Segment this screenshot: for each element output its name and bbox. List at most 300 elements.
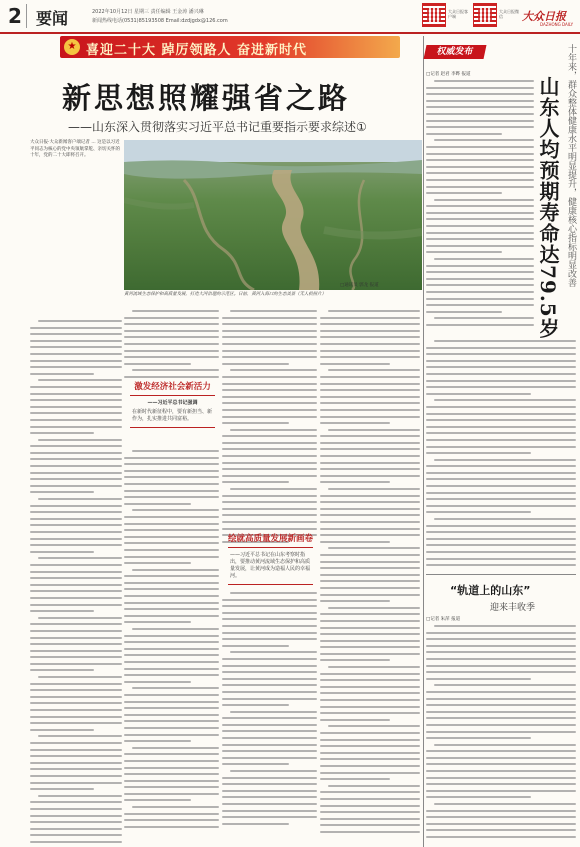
text-line	[426, 284, 534, 286]
text-line	[124, 826, 219, 828]
right-body-2	[426, 340, 576, 571]
text-line	[320, 435, 420, 437]
text-line	[320, 620, 420, 622]
text-line	[222, 717, 317, 719]
article-title: 新思想照耀强省之路	[62, 81, 351, 115]
text-line	[124, 483, 219, 485]
text-line	[426, 711, 576, 713]
text-line	[426, 366, 576, 368]
text-line	[320, 561, 420, 563]
text-line	[426, 538, 576, 540]
text-line	[426, 446, 576, 448]
text-line	[30, 485, 122, 487]
subheading-vitality: 激发经济社会新活力	[134, 382, 211, 392]
text-line	[434, 744, 576, 746]
text-line	[426, 796, 531, 798]
text-line	[426, 472, 576, 474]
quote-box-1	[130, 395, 215, 428]
photo-credit: □通讯员 郭龙 报道	[340, 283, 379, 288]
text-line	[320, 640, 420, 642]
text-line	[222, 508, 317, 510]
text-line	[230, 488, 317, 490]
text-line	[320, 831, 420, 833]
text-line	[426, 757, 576, 759]
text-line	[426, 492, 576, 494]
newspaper-logo-sub: DAZHONG DAILY	[540, 22, 574, 27]
text-line	[426, 704, 576, 706]
text-line	[320, 811, 420, 813]
text-line	[328, 429, 420, 431]
quote-box-2	[228, 547, 313, 585]
text-line	[124, 813, 219, 815]
text-line	[124, 635, 219, 637]
text-line	[30, 393, 122, 395]
text-line	[320, 679, 420, 681]
text-line	[124, 496, 219, 498]
text-line	[124, 516, 219, 518]
text-line	[320, 416, 420, 418]
text-line	[222, 363, 289, 365]
text-line	[426, 810, 576, 812]
text-line	[320, 594, 420, 596]
text-line	[328, 725, 420, 727]
text-line	[30, 782, 122, 784]
text-line	[30, 669, 94, 671]
text-line	[30, 399, 122, 401]
text-line	[222, 645, 289, 647]
text-line	[230, 770, 317, 772]
text-line	[222, 435, 317, 437]
text-line	[124, 701, 219, 703]
text-line	[426, 304, 534, 306]
text-line	[426, 146, 534, 148]
theme-banner	[60, 36, 400, 58]
text-line	[328, 488, 420, 490]
text-line	[426, 632, 576, 634]
text-line	[222, 376, 317, 378]
text-line	[426, 551, 576, 553]
text-line	[426, 406, 576, 408]
text-line	[320, 442, 420, 444]
text-line	[124, 562, 191, 564]
text-line	[320, 587, 420, 589]
text-line	[30, 524, 122, 526]
text-line	[320, 468, 420, 470]
text-line	[320, 706, 420, 708]
text-line	[320, 646, 420, 648]
text-line	[132, 628, 219, 630]
text-line	[124, 556, 219, 558]
rail-article-subtitle: 迎来丰收季	[490, 603, 536, 613]
text-line	[222, 618, 317, 620]
text-line	[222, 317, 317, 319]
text-line	[124, 470, 219, 472]
text-line	[222, 810, 317, 812]
text-line	[426, 698, 576, 700]
text-line	[426, 651, 576, 653]
text-line	[30, 584, 122, 586]
text-line	[320, 356, 420, 358]
text-line	[426, 120, 534, 122]
text-line	[124, 793, 219, 795]
text-line	[320, 613, 420, 615]
text-line	[222, 763, 289, 765]
text-line	[320, 534, 420, 536]
text-line	[222, 678, 317, 680]
text-line	[124, 523, 219, 525]
text-line	[320, 659, 390, 661]
text-line	[426, 106, 534, 108]
text-line	[320, 402, 420, 404]
text-line	[426, 238, 534, 240]
text-line	[328, 607, 420, 609]
text-line	[30, 445, 122, 447]
text-line	[30, 505, 122, 507]
text-line	[222, 796, 317, 798]
text-line	[320, 330, 420, 332]
text-line	[320, 508, 420, 510]
right-body-1	[426, 80, 534, 331]
text-line	[124, 542, 219, 544]
text-line	[320, 653, 420, 655]
text-line	[30, 346, 122, 348]
rail-body	[426, 625, 576, 843]
text-line	[320, 824, 420, 826]
party-emblem-icon: ★	[64, 39, 80, 55]
text-line	[426, 218, 534, 220]
text-line	[426, 544, 576, 546]
text-line	[426, 205, 534, 207]
text-line	[30, 841, 122, 843]
text-line	[30, 518, 122, 520]
text-line	[426, 426, 576, 428]
text-line	[426, 353, 576, 355]
text-line	[426, 100, 534, 102]
text-line	[426, 186, 534, 188]
text-line	[426, 245, 534, 247]
authority-release-tag: 权威发布	[424, 45, 487, 59]
text-line	[124, 457, 219, 459]
text-line	[320, 422, 390, 424]
text-line	[426, 432, 576, 434]
text-line	[426, 770, 576, 772]
text-line	[30, 828, 122, 830]
text-line	[320, 521, 420, 523]
text-line	[222, 481, 289, 483]
text-line	[426, 311, 502, 313]
text-line	[320, 805, 420, 807]
text-line	[222, 402, 317, 404]
text-line	[426, 386, 576, 388]
text-line	[222, 528, 317, 530]
text-line	[328, 785, 420, 787]
text-line	[124, 615, 219, 617]
text-line	[426, 658, 576, 660]
text-line	[124, 503, 191, 505]
text-line	[426, 665, 576, 667]
text-line	[222, 730, 317, 732]
text-line	[30, 834, 122, 836]
text-line	[320, 528, 420, 530]
text-line	[124, 799, 191, 801]
text-line	[30, 696, 122, 698]
page-header	[0, 0, 580, 34]
text-line	[30, 340, 122, 342]
article-subtitle: ——山东深入贯彻落实习近平总书记重要指示要求综述①	[68, 120, 367, 134]
body-column-1b	[30, 320, 122, 847]
text-line	[222, 698, 317, 700]
text-line	[124, 536, 219, 538]
text-line	[124, 363, 191, 365]
text-line	[320, 383, 420, 385]
yellow-river-photo	[124, 140, 422, 290]
qr-code-icon	[422, 3, 446, 27]
text-line	[222, 422, 289, 424]
text-line	[222, 462, 317, 464]
text-line	[30, 472, 122, 474]
text-line	[426, 212, 534, 214]
text-line	[230, 429, 317, 431]
column-divider	[423, 36, 424, 847]
qr-caption: 大众日报客户端	[448, 9, 468, 19]
quote-text: 在新时代新征程中，要有新担当、新作为，扎实推进共同富裕。	[132, 409, 213, 422]
text-line	[222, 356, 317, 358]
contact-meta: 新闻热线电话(0531)85193508 Email:dzdjgdx@126.com	[92, 18, 228, 24]
text-line	[320, 580, 420, 582]
text-line	[426, 251, 502, 253]
text-line	[30, 650, 122, 652]
subheading-development: 绘就高质量发展新画卷	[228, 534, 314, 544]
text-line	[30, 406, 122, 408]
text-line	[222, 521, 317, 523]
text-line	[222, 737, 317, 739]
text-line	[124, 773, 219, 775]
right-kicker: 十年来，群众整体健康水平明显提升，健康核心指标明显改善	[566, 44, 576, 287]
text-line	[124, 753, 219, 755]
text-line	[38, 439, 122, 441]
text-line	[222, 495, 317, 497]
text-line	[222, 744, 317, 746]
text-line	[132, 687, 219, 689]
text-line	[320, 317, 420, 319]
text-line	[124, 350, 219, 352]
text-line	[320, 752, 420, 754]
text-line	[230, 711, 317, 713]
text-line	[222, 455, 317, 457]
text-line	[124, 707, 219, 709]
text-line	[320, 712, 420, 714]
text-line	[320, 633, 420, 635]
text-line	[426, 133, 502, 135]
text-line	[328, 547, 420, 549]
text-line	[124, 641, 219, 643]
text-line	[30, 768, 122, 770]
text-line	[320, 409, 420, 411]
text-line	[320, 673, 420, 675]
text-line	[222, 823, 289, 825]
text-line	[222, 475, 317, 477]
text-line	[426, 836, 576, 838]
text-line	[38, 557, 122, 559]
text-line	[320, 818, 420, 820]
rail-article-title: “轨道上的山东”	[450, 584, 531, 597]
text-line	[222, 501, 317, 503]
text-line	[30, 755, 122, 757]
text-line	[434, 399, 576, 401]
text-line	[124, 323, 219, 325]
text-line	[30, 729, 94, 731]
text-line	[328, 369, 420, 371]
issue-meta: 2022年10月12日 星期三 责任编辑 王金涛 潘兴琳	[92, 9, 204, 15]
text-line	[124, 608, 219, 610]
text-line	[222, 691, 317, 693]
text-line	[30, 775, 122, 777]
text-line	[30, 762, 122, 764]
text-line	[30, 623, 122, 625]
text-line	[124, 376, 219, 378]
text-line	[30, 815, 122, 817]
text-line	[320, 514, 420, 516]
text-line	[124, 356, 219, 358]
text-line	[426, 645, 576, 647]
text-line	[426, 531, 576, 533]
text-line	[124, 549, 219, 551]
text-line	[30, 452, 122, 454]
text-line	[426, 126, 534, 128]
text-line	[426, 671, 576, 673]
text-line	[320, 323, 420, 325]
text-line	[222, 638, 317, 640]
text-line	[426, 166, 534, 168]
text-line	[222, 396, 317, 398]
text-line	[426, 485, 576, 487]
text-line	[30, 366, 122, 368]
article-lead: 大众日报·大众新闻客户端记者 ... 这是以习近平同志为核心的党中央领航掌舵、亲切关怀的十年，党的二十大即将召开。	[30, 140, 120, 159]
text-line	[30, 327, 122, 329]
text-line	[124, 648, 219, 650]
text-line	[124, 575, 219, 577]
text-line	[30, 643, 122, 645]
text-line	[222, 783, 317, 785]
text-line	[426, 823, 576, 825]
section-name: 要闻	[36, 9, 69, 28]
text-line	[30, 544, 122, 546]
text-line	[30, 709, 122, 711]
text-line	[124, 621, 191, 623]
text-line	[124, 786, 219, 788]
text-line	[434, 199, 534, 201]
text-line	[426, 159, 534, 161]
text-line	[222, 632, 317, 634]
text-line	[426, 347, 576, 349]
text-line	[30, 511, 122, 513]
text-line	[434, 459, 576, 461]
text-line	[320, 363, 390, 365]
text-line	[320, 719, 390, 721]
text-line	[426, 750, 576, 752]
text-line	[222, 625, 317, 627]
text-line	[38, 676, 122, 678]
text-line	[320, 686, 420, 688]
text-line	[222, 599, 317, 601]
text-line	[124, 582, 219, 584]
text-line	[320, 396, 420, 398]
text-line	[30, 689, 122, 691]
text-line	[426, 172, 534, 174]
text-line	[222, 757, 317, 759]
photo-caption: 黄河流域生态保护和高质量发展，打造大河治理的示范区。日前，黄河入海口的生态美景（无人机照片）	[124, 292, 326, 297]
text-line	[230, 592, 317, 594]
text-line	[320, 758, 420, 760]
text-line	[132, 569, 219, 571]
text-line	[320, 481, 390, 483]
text-line	[38, 498, 122, 500]
text-line	[30, 637, 122, 639]
text-line	[124, 588, 219, 590]
text-line	[426, 763, 576, 765]
quote-attribution: ——习近平总书记强调	[147, 400, 198, 406]
text-line	[124, 336, 219, 338]
text-line	[434, 80, 534, 82]
text-line	[426, 638, 576, 640]
text-line	[320, 495, 420, 497]
text-line	[222, 350, 317, 352]
text-line	[30, 590, 122, 592]
text-line	[222, 468, 317, 470]
text-line	[222, 514, 317, 516]
text-line	[124, 780, 219, 782]
text-line	[230, 369, 317, 371]
text-line	[328, 666, 420, 668]
text-line	[38, 735, 122, 737]
text-line	[222, 684, 317, 686]
text-line	[426, 298, 534, 300]
text-line	[320, 567, 420, 569]
body-column-4	[320, 310, 420, 838]
text-line	[426, 783, 576, 785]
text-line	[426, 87, 534, 89]
text-line	[30, 353, 122, 355]
body-column-3	[222, 310, 317, 547]
text-line	[434, 258, 534, 260]
text-line	[434, 803, 576, 805]
text-line	[426, 525, 576, 527]
text-line	[426, 511, 531, 513]
text-line	[30, 663, 122, 665]
text-line	[426, 564, 576, 566]
text-line	[30, 419, 122, 421]
text-line	[222, 665, 317, 667]
text-line	[30, 808, 122, 810]
text-line	[30, 604, 122, 606]
text-line	[320, 765, 420, 767]
text-line	[320, 343, 420, 345]
text-line	[124, 767, 219, 769]
text-line	[30, 333, 122, 335]
text-line	[426, 153, 534, 155]
text-line	[222, 409, 317, 411]
text-line	[132, 369, 219, 371]
text-line	[30, 577, 122, 579]
text-line	[320, 448, 420, 450]
right-headline: 山东人均预期寿命达79.5岁	[536, 76, 560, 339]
text-line	[320, 699, 420, 701]
right-byline: □记者 赵君 李晔 报道	[426, 72, 471, 77]
text-line	[222, 343, 317, 345]
text-line	[30, 801, 122, 803]
text-line	[222, 671, 317, 673]
text-line	[426, 731, 576, 733]
